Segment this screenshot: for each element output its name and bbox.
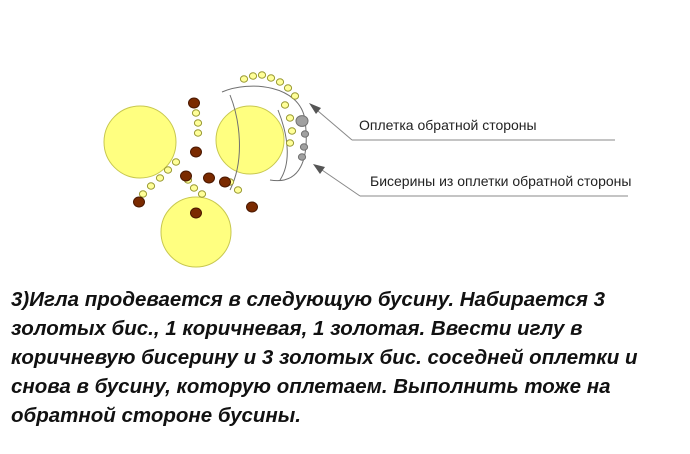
instruction-text: 3)Игла продевается в следующую бусину. Набирается 3 золотых бис., 1 коричневая, 1 золотая. Ввести иглу в коричневую бисерину и 3 золотых бис. соседней оплетки и снова в бусину, которую оплетаем. Выполнить тоже на обратной стороне бусины. (11, 288, 638, 427)
gold-seed-bead (192, 110, 199, 116)
gold-seed-bead (249, 73, 256, 79)
gold-seed-bead (172, 159, 179, 165)
gold-seed-bead (286, 140, 293, 146)
gold-seed-bead (194, 130, 201, 136)
gold-seed-bead (240, 76, 247, 82)
gold-seed-bead (291, 93, 298, 99)
brown-seed-bead (204, 173, 215, 183)
gold-seed-bead (194, 120, 201, 126)
gold-seed-bead (276, 79, 283, 85)
gold-seed-bead (156, 175, 163, 181)
brown-seed-bead (220, 177, 231, 187)
brown-seed-bead (247, 202, 258, 212)
callout-arrowheads (309, 103, 325, 174)
gold-seed-bead (139, 191, 146, 197)
grey-seed-bead (298, 154, 305, 160)
brown-seed-bead (189, 98, 200, 108)
gold-seed-bead (286, 115, 293, 121)
gold-seed-bead (190, 185, 197, 191)
gold-seed-bead (288, 128, 295, 134)
large-bead-bottom (161, 197, 231, 267)
brown-seed-bead (191, 147, 202, 157)
grey-seed-bead (300, 144, 307, 150)
brown-seed-bead (191, 208, 202, 218)
gold-seed-bead (258, 72, 265, 78)
arrowhead-beads (313, 164, 325, 174)
callout-line-beads (322, 170, 360, 196)
callout-line-back (318, 111, 352, 140)
brown-seed-bead (181, 171, 192, 181)
grey-seed-bead (301, 131, 308, 137)
brown-seed-bead (134, 197, 145, 207)
gold-seed-bead (147, 183, 154, 189)
gold-seed-bead (164, 167, 171, 173)
label-back-side-weave: Оплетка обратной стороны (359, 117, 537, 133)
large-bead-right (216, 106, 284, 174)
gold-seed-bead (198, 191, 205, 197)
label-beads-from-back-weave: Бисерины из оплетки обратной стороны (370, 173, 632, 189)
gold-seed-bead (281, 102, 288, 108)
gold-seed-bead (267, 75, 274, 81)
grey-seed-bead (296, 116, 308, 127)
gold-seed-bead (234, 187, 241, 193)
gold-seed-bead (284, 85, 291, 91)
